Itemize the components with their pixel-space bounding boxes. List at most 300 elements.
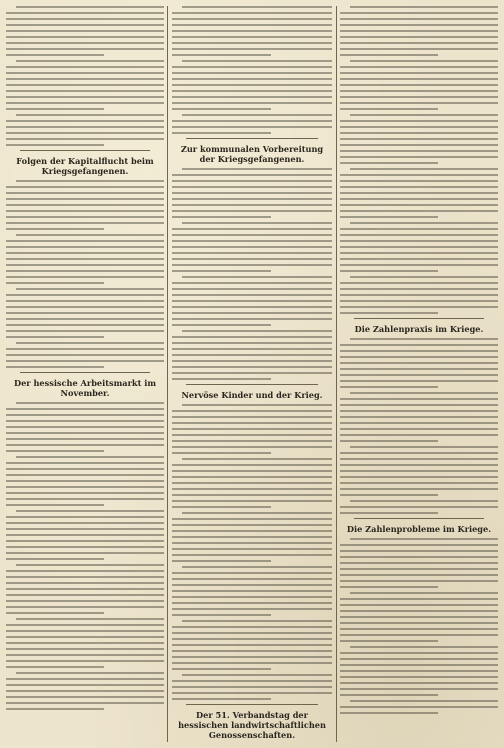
text-line — [182, 458, 332, 460]
text-line — [6, 648, 164, 650]
column-1 — [6, 6, 164, 742]
body-text — [6, 6, 164, 146]
text-line — [6, 594, 164, 596]
text-line — [340, 458, 498, 460]
text-line — [6, 348, 164, 350]
text-line — [350, 338, 498, 340]
text-line — [172, 500, 332, 502]
text-line — [172, 354, 332, 356]
text-line — [340, 198, 498, 200]
body-text — [172, 6, 332, 134]
text-line — [172, 18, 332, 20]
text-line — [172, 596, 332, 598]
text-line — [6, 684, 164, 686]
text-line — [6, 444, 164, 446]
text-line — [6, 12, 164, 14]
text-line — [340, 246, 498, 248]
text-line — [340, 464, 498, 466]
text-line — [350, 646, 498, 648]
text-line — [172, 614, 271, 616]
text-line — [172, 12, 332, 14]
section-heading: Der hessische Arbeitsmarkt im November. — [13, 378, 157, 398]
text-line — [340, 350, 498, 352]
text-line — [6, 186, 164, 188]
text-line — [340, 410, 498, 412]
text-line — [182, 674, 332, 676]
text-line — [6, 696, 164, 698]
text-line — [340, 688, 498, 690]
text-line — [172, 428, 332, 430]
text-line — [172, 602, 332, 604]
text-line — [6, 666, 104, 668]
text-line — [340, 126, 498, 128]
text-line — [6, 276, 164, 278]
text-line — [172, 542, 332, 544]
section-separator — [186, 384, 318, 385]
text-line — [172, 348, 332, 350]
text-line — [6, 612, 104, 614]
text-line — [340, 300, 498, 302]
text-line — [340, 216, 438, 218]
text-line — [6, 228, 104, 230]
text-line — [172, 108, 271, 110]
text-line — [6, 72, 164, 74]
text-line — [6, 54, 104, 56]
section-heading: Die Zahlenpraxis im Kriege. — [354, 324, 484, 334]
text-line — [6, 528, 164, 530]
text-line — [172, 626, 332, 628]
text-line — [340, 580, 498, 582]
text-line — [172, 416, 332, 418]
text-line — [340, 428, 498, 430]
text-line — [6, 102, 164, 104]
text-line — [340, 434, 498, 436]
text-line — [172, 476, 332, 478]
text-line — [172, 680, 332, 682]
text-line — [182, 566, 332, 568]
text-line — [172, 584, 332, 586]
text-line — [182, 620, 332, 622]
text-line — [340, 494, 438, 496]
text-line — [340, 356, 498, 358]
text-line — [340, 476, 498, 478]
text-line — [340, 610, 498, 612]
text-line — [172, 300, 332, 302]
text-line — [340, 120, 498, 122]
body-text — [6, 402, 164, 710]
text-line — [340, 294, 498, 296]
text-line — [340, 488, 498, 490]
text-line — [340, 132, 498, 134]
text-line — [172, 96, 332, 98]
text-line — [6, 540, 164, 542]
text-line — [340, 258, 498, 260]
text-line — [340, 144, 498, 146]
text-line — [340, 556, 498, 558]
text-line — [6, 270, 164, 272]
text-line — [6, 204, 164, 206]
text-line — [6, 642, 164, 644]
text-line — [16, 288, 164, 290]
text-line — [350, 700, 498, 702]
text-line — [172, 590, 332, 592]
text-line — [6, 426, 164, 428]
text-line — [172, 246, 332, 248]
text-line — [6, 600, 164, 602]
text-line — [340, 574, 498, 576]
text-line — [172, 434, 332, 436]
text-line — [172, 174, 332, 176]
text-line — [172, 342, 332, 344]
text-line — [172, 668, 271, 670]
text-line — [172, 632, 332, 634]
text-line — [172, 410, 332, 412]
text-line — [172, 506, 271, 508]
text-line — [6, 42, 164, 44]
text-line — [172, 72, 332, 74]
text-line — [172, 258, 332, 260]
text-line — [340, 192, 498, 194]
text-line — [340, 156, 498, 158]
text-line — [340, 598, 498, 600]
text-line — [6, 84, 164, 86]
text-line — [172, 650, 332, 652]
text-line — [6, 312, 164, 314]
text-line — [172, 324, 271, 326]
text-line — [172, 530, 332, 532]
text-line — [16, 618, 164, 620]
text-line — [16, 510, 164, 512]
text-line — [350, 60, 498, 62]
text-line — [172, 24, 332, 26]
text-line — [172, 288, 332, 290]
text-line — [6, 216, 164, 218]
text-line — [172, 644, 332, 646]
text-line — [340, 96, 498, 98]
text-line — [340, 550, 498, 552]
text-line — [6, 420, 164, 422]
text-line — [6, 108, 104, 110]
text-line — [6, 258, 164, 260]
text-line — [6, 210, 164, 212]
text-line — [340, 676, 498, 678]
text-line — [6, 294, 164, 296]
text-line — [16, 114, 164, 116]
text-line — [340, 36, 498, 38]
text-line — [172, 336, 332, 338]
text-line — [6, 366, 104, 368]
text-line — [350, 222, 498, 224]
text-line — [340, 174, 498, 176]
text-line — [182, 168, 332, 170]
text-line — [172, 446, 332, 448]
text-line — [340, 42, 498, 44]
text-line — [340, 634, 498, 636]
text-line — [6, 222, 164, 224]
text-line — [16, 342, 164, 344]
text-line — [172, 318, 332, 320]
text-line — [340, 306, 498, 308]
text-line — [182, 6, 332, 8]
text-line — [340, 270, 438, 272]
text-line — [182, 330, 332, 332]
text-line — [16, 402, 164, 404]
text-line — [172, 78, 332, 80]
text-line — [340, 640, 438, 642]
text-line — [6, 588, 164, 590]
text-line — [340, 54, 438, 56]
text-line — [340, 470, 498, 472]
text-line — [340, 344, 498, 346]
text-line — [340, 72, 498, 74]
text-line — [6, 30, 164, 32]
text-line — [182, 404, 332, 406]
text-line — [340, 682, 498, 684]
body-text — [172, 168, 332, 380]
text-line — [350, 168, 498, 170]
text-line — [6, 144, 104, 146]
text-line — [340, 604, 498, 606]
text-line — [340, 12, 498, 14]
text-line — [6, 78, 164, 80]
text-line — [6, 300, 164, 302]
text-line — [350, 114, 498, 116]
text-line — [350, 6, 498, 8]
body-text — [340, 6, 498, 314]
text-line — [6, 462, 164, 464]
text-line — [172, 662, 332, 664]
text-line — [340, 380, 498, 382]
text-line — [340, 84, 498, 86]
text-line — [172, 198, 332, 200]
text-line — [172, 306, 332, 308]
text-line — [172, 440, 332, 442]
text-line — [6, 96, 164, 98]
text-line — [6, 198, 164, 200]
text-line — [6, 690, 164, 692]
text-line — [172, 608, 332, 610]
text-line — [172, 578, 332, 580]
column-3 — [340, 6, 498, 742]
text-line — [340, 48, 498, 50]
text-line — [172, 264, 332, 266]
text-line — [172, 270, 271, 272]
text-line — [6, 414, 164, 416]
text-line — [172, 366, 332, 368]
text-line — [340, 628, 498, 630]
text-line — [340, 616, 498, 618]
text-line — [6, 576, 164, 578]
text-line — [172, 294, 332, 296]
text-line — [6, 132, 164, 134]
text-line — [340, 362, 498, 364]
text-line — [6, 624, 164, 626]
text-line — [340, 368, 498, 370]
text-line — [172, 186, 332, 188]
text-line — [6, 66, 164, 68]
text-line — [340, 440, 438, 442]
text-line — [6, 636, 164, 638]
text-line — [182, 114, 332, 116]
text-line — [340, 24, 498, 26]
text-line — [340, 18, 498, 20]
text-line — [6, 450, 104, 452]
section-separator — [186, 704, 318, 705]
text-line — [340, 712, 438, 714]
text-line — [340, 694, 438, 696]
text-line — [172, 210, 332, 212]
text-line — [172, 132, 271, 134]
text-line — [6, 678, 164, 680]
text-line — [172, 240, 332, 242]
text-line — [350, 500, 498, 502]
text-line — [340, 562, 498, 564]
text-line — [6, 438, 164, 440]
column-rule — [167, 6, 168, 742]
text-line — [172, 572, 332, 574]
text-line — [6, 660, 164, 662]
text-line — [340, 652, 498, 654]
text-line — [172, 48, 332, 50]
section-heading: Folgen der Kapitalflucht beim Kriegsgefangenen. — [16, 156, 154, 176]
text-line — [6, 306, 164, 308]
text-line — [172, 656, 332, 658]
text-line — [172, 560, 271, 562]
text-line — [182, 512, 332, 514]
text-line — [350, 446, 498, 448]
text-line — [16, 6, 164, 8]
text-line — [6, 474, 164, 476]
text-line — [340, 622, 498, 624]
text-line — [350, 538, 498, 540]
text-line — [6, 630, 164, 632]
text-line — [6, 432, 164, 434]
text-line — [340, 398, 498, 400]
text-line — [6, 582, 164, 584]
text-line — [172, 360, 332, 362]
text-line — [16, 60, 164, 62]
text-line — [6, 120, 164, 122]
text-line — [340, 586, 438, 588]
text-line — [340, 404, 498, 406]
text-line — [16, 564, 164, 566]
text-line — [172, 216, 271, 218]
text-line — [340, 482, 498, 484]
text-line — [340, 66, 498, 68]
text-line — [6, 522, 164, 524]
text-line — [6, 48, 164, 50]
text-line — [340, 282, 498, 284]
text-line — [16, 234, 164, 236]
text-line — [172, 518, 332, 520]
text-line — [172, 464, 332, 466]
text-line — [350, 276, 498, 278]
text-line — [340, 312, 438, 314]
column-2 — [172, 6, 332, 742]
text-line — [340, 30, 498, 32]
text-line — [172, 482, 332, 484]
text-line — [340, 228, 498, 230]
text-line — [182, 222, 332, 224]
text-line — [6, 318, 164, 320]
text-line — [6, 546, 164, 548]
text-line — [6, 486, 164, 488]
text-line — [6, 138, 164, 140]
text-line — [6, 708, 104, 710]
text-line — [6, 498, 164, 500]
section-separator — [20, 372, 150, 373]
text-line — [340, 138, 498, 140]
text-line — [172, 692, 332, 694]
text-line — [6, 336, 104, 338]
text-line — [172, 638, 332, 640]
text-line — [6, 570, 164, 572]
text-line — [340, 240, 498, 242]
text-line — [172, 180, 332, 182]
text-line — [6, 282, 104, 284]
text-line — [172, 42, 332, 44]
text-line — [6, 246, 164, 248]
text-line — [6, 252, 164, 254]
text-line — [172, 698, 271, 700]
text-line — [340, 78, 498, 80]
text-line — [182, 60, 332, 62]
text-line — [172, 66, 332, 68]
text-line — [340, 568, 498, 570]
text-line — [6, 324, 164, 326]
text-line — [172, 312, 332, 314]
text-line — [340, 252, 498, 254]
text-line — [16, 672, 164, 674]
text-line — [340, 210, 498, 212]
section-separator — [20, 150, 150, 151]
text-line — [340, 706, 498, 708]
section-separator — [354, 518, 484, 519]
text-line — [6, 240, 164, 242]
text-line — [340, 234, 498, 236]
text-line — [172, 548, 332, 550]
text-line — [172, 36, 332, 38]
text-line — [340, 544, 498, 546]
text-line — [340, 90, 498, 92]
text-line — [6, 192, 164, 194]
text-line — [340, 422, 498, 424]
text-line — [172, 686, 332, 688]
text-line — [340, 658, 498, 660]
text-line — [172, 372, 332, 374]
body-text — [6, 180, 164, 368]
text-line — [6, 504, 104, 506]
text-line — [172, 536, 332, 538]
text-line — [340, 162, 438, 164]
text-line — [172, 470, 332, 472]
text-line — [6, 126, 164, 128]
text-line — [6, 24, 164, 26]
text-line — [340, 670, 498, 672]
section-heading: Der 51. Verbandstag der hessischen landwirtschaftlichen Genossenschaften. — [178, 710, 326, 740]
text-line — [172, 524, 332, 526]
text-line — [340, 506, 498, 508]
text-line — [340, 452, 498, 454]
text-line — [340, 180, 498, 182]
text-line — [172, 30, 332, 32]
text-line — [340, 264, 498, 266]
text-line — [6, 654, 164, 656]
text-line — [172, 120, 332, 122]
text-line — [172, 282, 332, 284]
text-line — [6, 480, 164, 482]
text-line — [172, 554, 332, 556]
